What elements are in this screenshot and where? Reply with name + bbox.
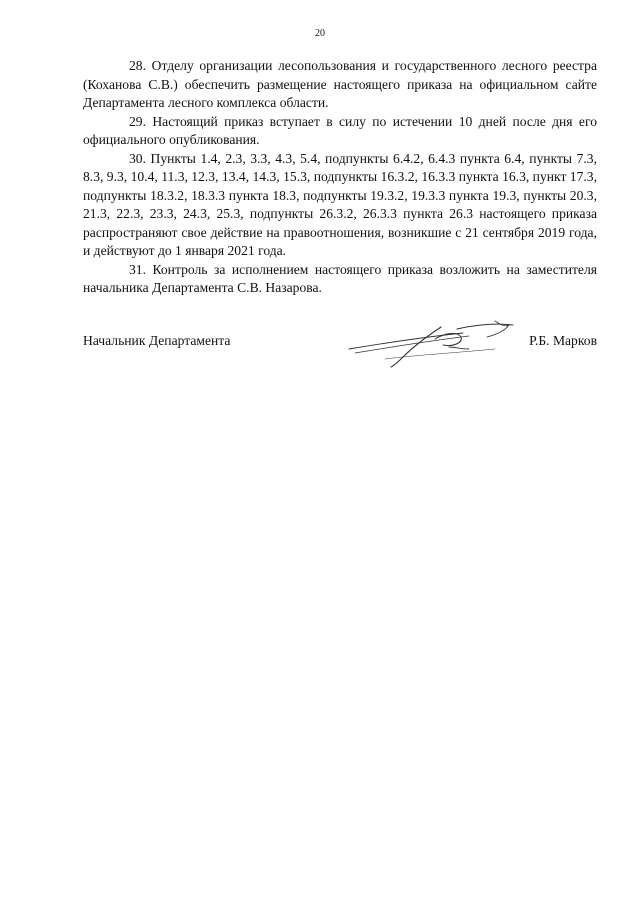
signature-block xyxy=(83,333,597,383)
paragraph-29: 29. Настоящий приказ вступает в силу по истечении 10 дней после дня его официального опубликования. xyxy=(83,113,597,147)
document-body xyxy=(83,57,597,298)
paragraph-30: 30. Пункты 1.4, 2.3, 3.3, 4.3, 5.4, подпункты 6.4.2, 6.4.3 пункта 6.4, пункты 7.3, 8.3, 9.3, 10.4, 11.3, 12.3, 13.4, 14.3, 15.3, подпункты 16.3.2, 16.3.3 пункта 16.3, пункт 17.3, подпункты 18.3.2, 18.3.3 пункта 18.3, подпункты 19.3.2, 19.3.3 пункта 19.3, пункты 20.3, 21.3, 22.3, 23.3, 24.3, 25.3, подпункты 26.3.2, 26.3.3 пункта 26.3 настоящего приказа распространяют свое действие на правоотношения, возникшие с 21 сентября 2019 года, и действуют до 1 января 2021 года. xyxy=(83,150,597,258)
signatory-name: Р.Б. Марков xyxy=(529,333,597,348)
page-number: 20 xyxy=(315,28,325,39)
signatory-title: Начальник Департамента xyxy=(83,333,231,348)
paragraph-31: 31. Контроль за исполнением настоящего приказа возложить на заместителя начальника Департамента С.В. Назарова. xyxy=(83,261,597,295)
handwritten-signature-icon xyxy=(345,319,515,371)
paragraph-28: 28. Отделу организации лесопользования и государственного лесного реестра (Коханова С.В.) обеспечить размещение настоящего приказа на официальном сайте Департамента лесного комплекса области. xyxy=(83,58,597,110)
